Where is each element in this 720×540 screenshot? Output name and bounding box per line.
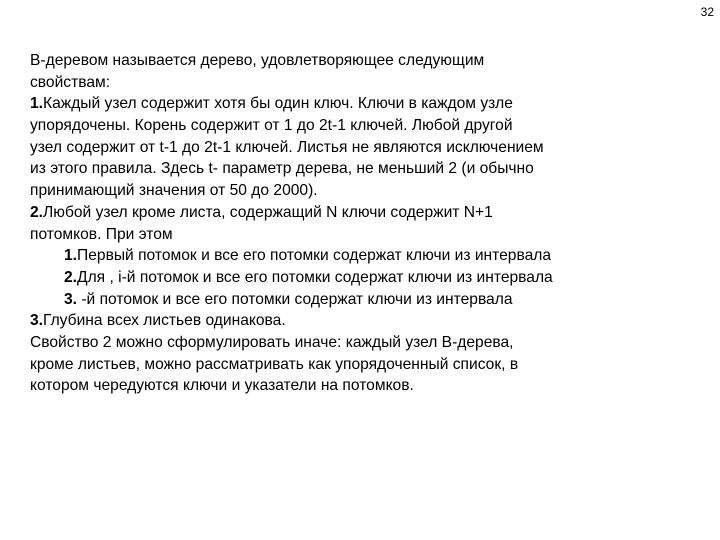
text-run: Глубина всех листьев одинакова. [43, 312, 286, 330]
text-run: свойствам: [30, 73, 111, 91]
text-run: -й потомок и все его потомки содержат ключи из интервала [77, 290, 513, 308]
text-run: из этого правила. Здесь t- параметр дерева, не меньший 2 (и обычно [30, 160, 534, 178]
text-line [30, 115, 710, 137]
text-line [30, 50, 710, 72]
text-line [30, 245, 710, 267]
slide-body-text [30, 50, 710, 397]
text-run: потомков. При этом [30, 225, 173, 243]
text-line [30, 72, 710, 94]
list-marker: 1. [64, 247, 78, 265]
text-line [30, 93, 710, 115]
text-line [30, 375, 710, 397]
text-run: упорядочены. Корень содержит от 1 до 2t-1 ключей. Любой другой [30, 117, 513, 135]
list-marker: 2. [64, 268, 78, 286]
list-marker: 1. [30, 95, 44, 113]
text-run: Свойство 2 можно сформулировать иначе: каждый узел В-дерева, [30, 333, 514, 351]
text-line [30, 224, 710, 246]
text-run: Для , i-й потомок и все его потомки содержат ключи из интервала [77, 268, 553, 286]
list-marker: 3. [30, 312, 44, 330]
text-line [30, 354, 710, 376]
text-run: принимающий значения от 50 до 2000). [30, 182, 318, 200]
text-line [30, 137, 710, 159]
list-marker: 2. [30, 203, 44, 221]
text-line [30, 202, 710, 224]
text-line [30, 158, 710, 180]
text-line [30, 267, 710, 289]
text-run: узел содержит от t-1 до 2t-1 ключей. Листья не являются исключением [30, 138, 544, 156]
text-run: кроме листьев, можно рассматривать как упорядоченный список, в [30, 355, 519, 373]
text-run: Первый потомок и все его потомки содержат ключи из интервала [77, 247, 552, 265]
slide-number: 32 [700, 5, 714, 19]
list-marker: 3. [64, 290, 78, 308]
text-line [30, 289, 710, 311]
text-run: котором чередуются ключи и указатели на потомков. [30, 377, 414, 395]
text-run: В-деревом называется дерево, удовлетворяющее следующим [30, 52, 485, 69]
text-line [30, 310, 710, 332]
text-line [30, 180, 710, 202]
text-run: Каждый узел содержит хотя бы один ключ. Ключи в каждом узле [43, 95, 513, 113]
text-line [30, 332, 710, 354]
text-run: Любой узел кроме листа, содержащий N ключи содержит N+1 [43, 203, 493, 221]
